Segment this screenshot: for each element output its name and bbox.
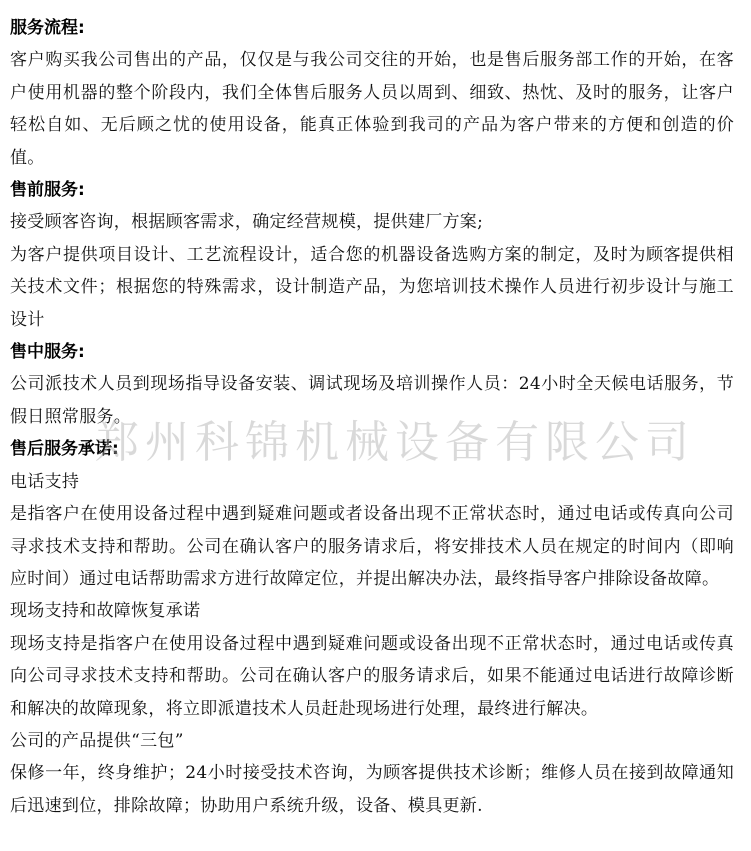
process-paragraph: 客户购买我公司售出的产品，仅仅是与我公司交往的开始，也是售后服务部工作的开始，在客户使用机器的整个阶段内，我们全体售后服务人员以周到、细致、热忱、及时的服务，让客户轻松自如、无后顾之忧的使用设备，能真正体验到我司的产品为客户带来的方便和创造的价值。 (10, 50, 734, 168)
pre-sale-paragraph-1: 接受顾客咨询，根据顾客需求，确定经营规模，提供建厂方案; (10, 212, 484, 233)
section-title-process: 服务流程: (10, 18, 85, 38)
onsite-support-title: 现场支持和故障恢复承诺 (10, 601, 201, 622)
section-title-after-sale: 售后服务承诺: (10, 439, 119, 460)
onsite-support-paragraph: 现场支持是指客户在使用设备过程中遇到疑难问题或设备出现不正常状态时，通过电话或传真向公司寻求技术支持和帮助。公司在确认客户的服务请求后，如果不能通过电话进行故障诊断和解决的故障现象，将立即派遣技术人员赶赴现场进行处理，最终进行解决。 (10, 633, 734, 719)
document-body (10, 12, 734, 822)
phone-support-title: 电话支持 (10, 471, 80, 492)
warranty-title: 公司的产品提供“三包” (10, 730, 184, 751)
warranty-paragraph: 保修一年，终身维护；24小时接受技术咨询，为顾客提供技术诊断；维修人员在接到故障通知后迅速到位，排除故障；协助用户系统升级，设备、模具更新. (10, 763, 734, 816)
in-sale-paragraph: 公司派技术人员到现场指导设备安装、调试现场及培训操作人员：24小时全天候电话服务，节假日照常服务。 (10, 374, 734, 427)
section-title-pre-sale: 售前服务: (10, 180, 85, 201)
company-watermark: 郑州科锦机械设备有限公司 (95, 417, 695, 468)
pre-sale-paragraph-2: 为客户提供项目设计、工艺流程设计，适合您的机器设备选购方案的制定，及时为顾客提供相关技术文件；根据您的特殊需求，设计制造产品，为您培训技术操作人员进行初步设计与施工设计 (10, 244, 734, 330)
phone-support-paragraph: 是指客户在使用设备过程中遇到疑难问题或者设备出现不正常状态时，通过电话或传真向公司寻求技术支持和帮助。公司在确认客户的服务请求后，将安排技术人员在规定的时间内（即响应时间）通过电话帮助需求方进行故障定位，并提出解决办法，最终指导客户排除设备故障。 (10, 504, 734, 589)
section-title-in-sale: 售中服务: (10, 342, 85, 363)
